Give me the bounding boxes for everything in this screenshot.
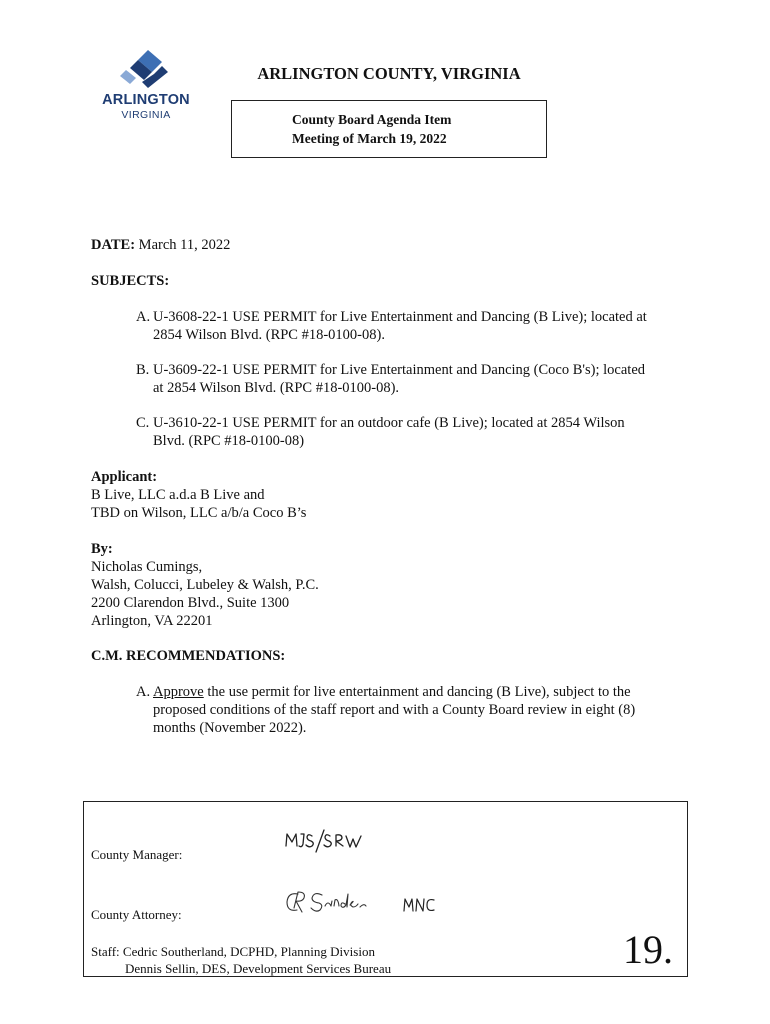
by-line: Walsh, Colucci, Lubeley & Walsh, P.C. [91,577,319,593]
recommendation-label: A. [136,684,151,700]
agenda-item-title: County Board Agenda Item [292,112,452,127]
logo-state: VIRGINIA [121,109,171,121]
arlington-logo-mark-icon [96,48,196,92]
date-line [91,236,230,254]
attorney-signature-icon [282,888,368,918]
recommendation-line-rest: the use permit for live entertainment and dancing (B Live), subject to the [203,684,631,700]
representative-block [91,540,319,630]
by-line: 2200 Clarendon Blvd., Suite 1300 [91,595,290,611]
date-value: March 11, 2022 [138,237,231,253]
county-manager-label: County Manager: [91,847,183,862]
subject-item-line: at 2854 Wilson Blvd. (RPC #18-0100-08). [153,380,400,396]
subject-item-line: U-3609-22-1 USE PERMIT for Live Entertainment and Dancing (Coco B's); located [153,362,646,378]
applicant-block [91,468,306,522]
recommendation-line: proposed conditions of the staff report and with a County Board review in eight (8) [153,702,636,718]
by-line: Arlington, VA 22201 [91,613,213,629]
signature-box [83,801,688,977]
applicant-line: TBD on Wilson, LLC a/b/a Coco B’s [91,505,307,521]
applicant-heading: Applicant: [91,469,158,485]
subject-item-label: B. [136,362,150,378]
applicant-line: B Live, LLC a.d.a B Live and [91,487,265,503]
subject-item [0,414,770,450]
by-heading: By: [91,541,113,557]
mnc-initials-icon [402,895,436,915]
staff-line: Staff: Cedric Southerland, DCPHD, Planning Division [91,944,375,959]
staff-line: Dennis Sellin, DES, Development Services Bureau [125,961,392,976]
agenda-box [231,100,547,158]
subject-item-line: Blvd. (RPC #18-0100-08) [153,433,305,449]
manager-signature-icon [284,828,364,858]
subjects-heading: SUBJECTS: [91,273,170,289]
subject-item [0,361,770,397]
recommendation-item [0,683,770,737]
logo-name: ARLINGTON [102,92,190,108]
county-title: ARLINGTON COUNTY, VIRGINIA [257,64,521,83]
recommendations-heading: C.M. RECOMMENDATIONS: [91,648,286,664]
meeting-date: Meeting of March 19, 2022 [292,131,447,146]
subject-item-line: 2854 Wilson Blvd. (RPC #18-0100-08). [153,327,385,343]
arlington-logo [96,48,196,128]
subject-item-label: A. [136,309,151,325]
subject-item [0,308,770,344]
date-label: DATE: [91,237,136,253]
approve-text: Approve [153,684,204,700]
recommendation-line [153,683,631,701]
subject-item-line: U-3610-22-1 USE PERMIT for an outdoor cafe (B Live); located at 2854 Wilson [153,415,625,431]
subject-item-line: U-3608-22-1 USE PERMIT for Live Entertainment and Dancing (B Live); located at [153,309,647,325]
recommendation-line: months (November 2022). [153,720,307,736]
subject-item-label: C. [136,415,150,431]
agenda-item-number: 19. [623,927,673,972]
by-line: Nicholas Cumings, [91,559,203,575]
county-attorney-label: County Attorney: [91,907,182,922]
